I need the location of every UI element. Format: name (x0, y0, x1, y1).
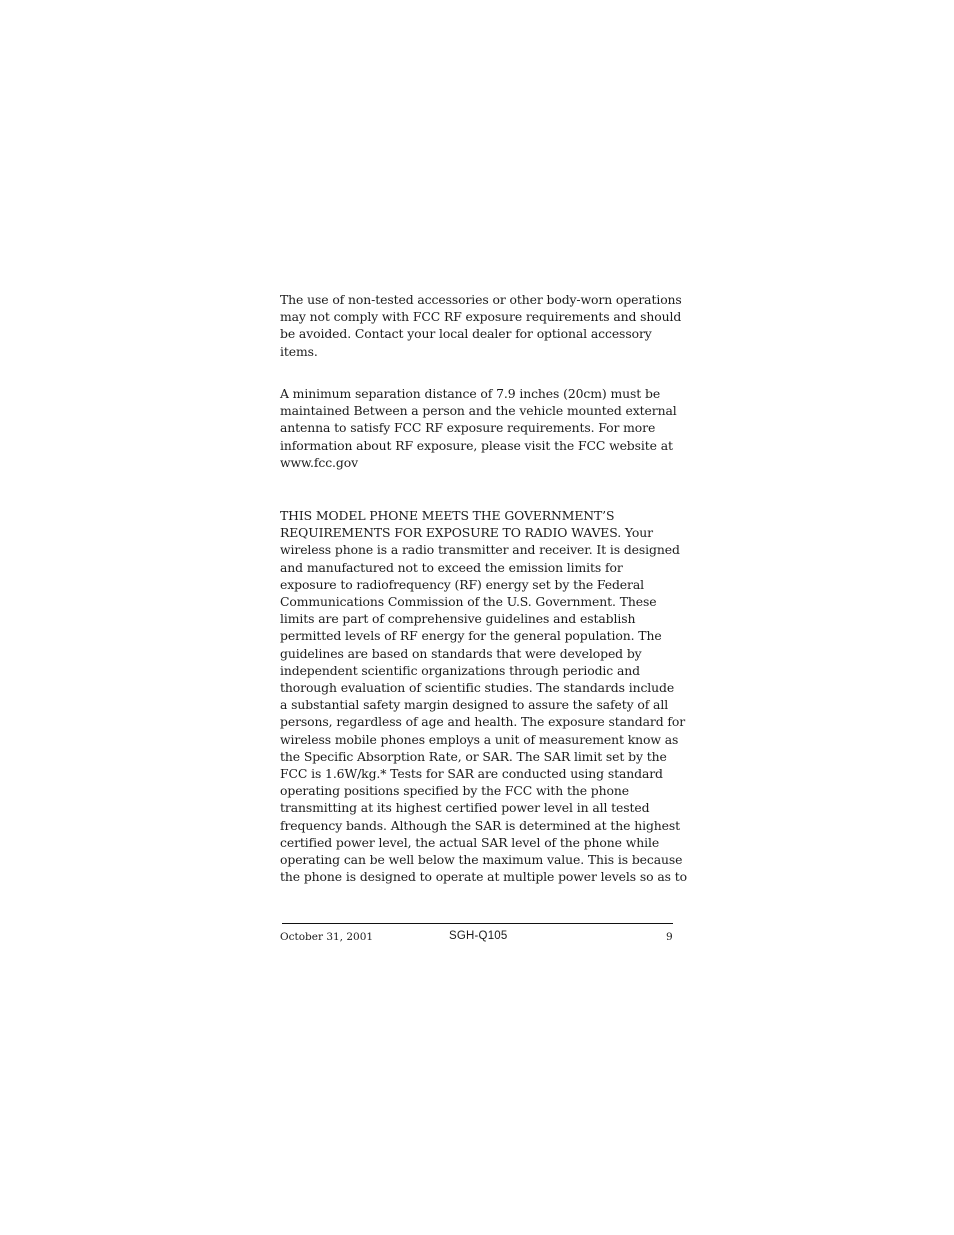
text-line: be avoided. Contact your local dealer for optional accessory (280, 326, 652, 342)
text-line: items. (280, 343, 318, 359)
text-line: REQUIREMENTS FOR EXPOSURE TO RADIO WAVES. Your (280, 525, 653, 541)
text-line: a substantial safety margin designed to assure the safety of all (280, 697, 669, 713)
text-line: information about RF exposure, please visit the FCC website at (280, 437, 673, 453)
footer-divider (282, 923, 673, 924)
text-line: and manufactured not to exceed the emission limits for (280, 559, 623, 575)
paragraph-sar-statement (280, 507, 687, 885)
text-line: antenna to satisfy FCC RF exposure requirements. For more (280, 420, 656, 436)
text-line: wireless mobile phones employs a unit of measurement know as (280, 731, 679, 747)
paragraph-accessories-warning (280, 291, 682, 360)
text-line: limits are part of comprehensive guidelines and establish (280, 611, 636, 627)
text-line: the Specific Absorption Rate, or SAR. The SAR limit set by the (280, 748, 667, 764)
text-line: operating can be well below the maximum value. This is because (280, 852, 683, 868)
footer-date: October 31, 2001 (280, 931, 374, 943)
footer-model-number: SGH-Q105 (449, 930, 508, 942)
text-line: thorough evaluation of scientific studies. The standards include (280, 680, 675, 696)
text-line: transmitting at its highest certified power level in all tested (280, 800, 650, 816)
paragraph-separation-distance (280, 385, 675, 471)
text-line: guidelines are based on standards that were developed by (280, 645, 642, 661)
text-line: Communications Commission of the U.S. Government. These (280, 594, 657, 610)
text-line: permitted levels of RF energy for the general population. The (280, 628, 662, 644)
text-line: may not comply with FCC RF exposure requirements and should (280, 309, 682, 325)
text-line: THIS MODEL PHONE MEETS THE GOVERNMENT’S (280, 508, 615, 523)
text-line: operating positions specified by the FCC with the phone (280, 783, 629, 799)
text-line: the phone is designed to operate at multiple power levels so as to (280, 869, 687, 885)
text-line: wireless phone is a radio transmitter and receiver. It is designed (280, 542, 680, 558)
text-line: frequency bands. Although the SAR is determined at the highest (280, 817, 681, 833)
text-line: persons, regardless of age and health. The exposure standard for (280, 714, 686, 730)
text-line: independent scientific organizations through periodic and (280, 662, 640, 678)
text-line: www.fcc.gov (280, 454, 358, 470)
text-line: certified power level, the actual SAR level of the phone while (280, 834, 660, 850)
text-line: The use of non-tested accessories or other body-worn operations (280, 292, 682, 307)
page-number: 9 (666, 931, 673, 943)
text-line: A minimum separation distance of 7.9 inches (20cm) must be (280, 386, 661, 401)
text-line: exposure to radiofrequency (RF) energy set by the Federal (280, 576, 645, 592)
text-line: FCC is 1.6W/kg.* Tests for SAR are conducted using standard (280, 766, 663, 782)
text-line: maintained Between a person and the vehicle mounted external (280, 403, 677, 419)
